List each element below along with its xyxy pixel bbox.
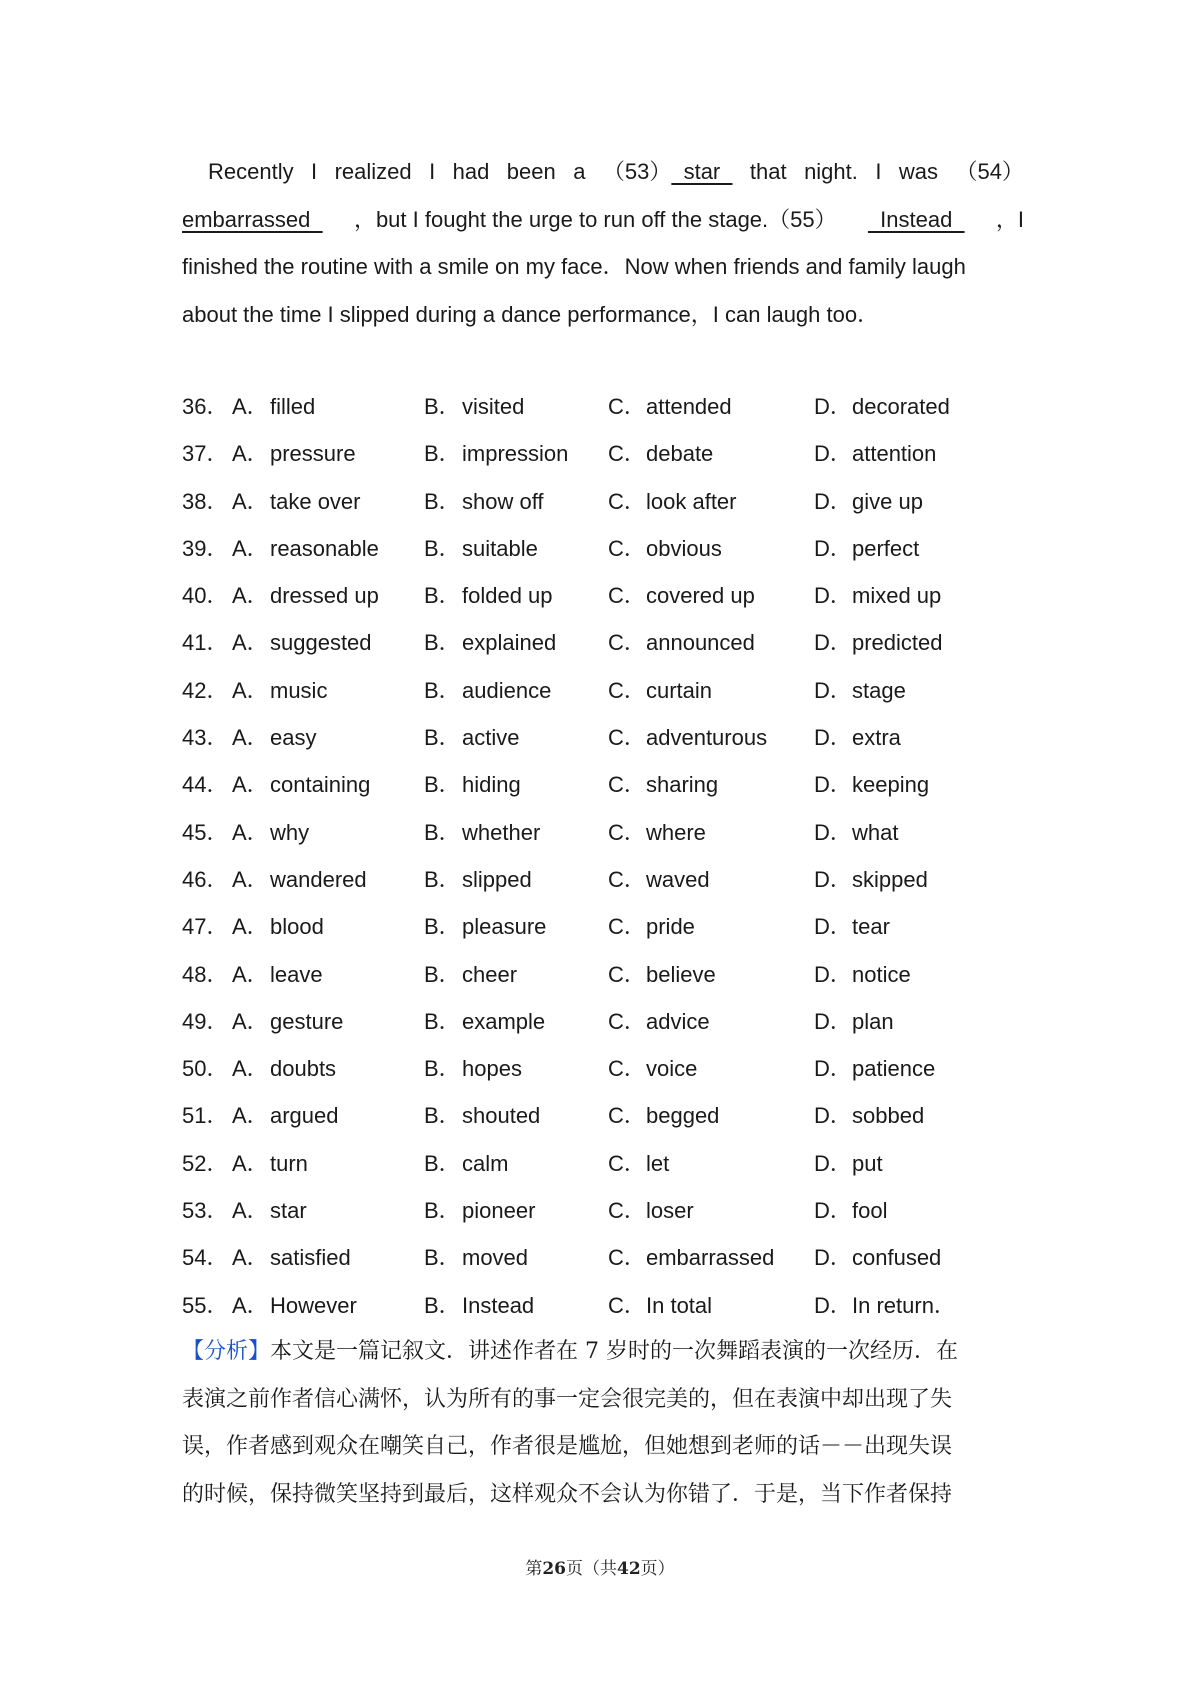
option-text: waved [646, 866, 710, 892]
passage-word: night. [804, 159, 858, 184]
total-page-count: 42 [617, 1559, 641, 1579]
option-text: wandered [270, 866, 367, 892]
option-letter: B． [424, 866, 461, 892]
option-letter: C． [608, 630, 646, 656]
option-letter: C． [608, 772, 646, 798]
option-text: voice [646, 1056, 698, 1082]
passage-word: a [573, 159, 586, 184]
option-letter: C． [608, 535, 646, 561]
passage-line-4 [182, 291, 1024, 339]
option-letter: B． [424, 725, 461, 751]
option-letter: D． [814, 488, 852, 514]
option-letter: C． [608, 866, 646, 892]
option-letter: D． [814, 1198, 852, 1224]
option-letter: D． [814, 961, 852, 987]
passage-word: I [311, 159, 318, 184]
option-text: believe [646, 961, 716, 987]
option-letter: D． [814, 535, 852, 561]
option-letter: C． [608, 677, 646, 703]
option-text: moved [462, 1245, 529, 1271]
option-text: obvious [646, 535, 722, 561]
option-letter: B． [424, 1103, 461, 1129]
option-text: dressed up [270, 583, 379, 609]
option-text: curtain [646, 677, 713, 703]
blank-number-54: （54） [955, 159, 1024, 184]
question-number: 47． [182, 914, 229, 940]
question-row [182, 809, 1042, 856]
option-text: pressure [270, 441, 356, 467]
question-number: 48． [182, 961, 229, 987]
option-text: adventurous [646, 725, 768, 751]
option-letter: D． [814, 677, 852, 703]
option-text: visited [462, 394, 525, 419]
passage-text: about the time I slipped during a dance performance，I can laugh too． [182, 301, 880, 327]
option-text: pride [646, 914, 695, 940]
question-row [182, 667, 1042, 714]
question-row [182, 951, 1042, 998]
option-text: let [646, 1150, 670, 1176]
question-number: 37． [182, 441, 229, 467]
question-row [182, 619, 1042, 666]
option-text: In total [646, 1292, 713, 1318]
analysis-line-4: 的时候，保持微笑坚持到最后，这样观众不会认为你错了．于是，当下作者保持 [182, 1481, 953, 1507]
option-text: stage [852, 677, 906, 703]
option-letter: C． [608, 1292, 646, 1318]
option-text: covered up [646, 583, 755, 609]
option-letter: A． [232, 1292, 269, 1318]
passage-paragraph [182, 148, 1024, 338]
option-letter: D． [814, 1103, 852, 1129]
option-letter: A． [232, 1103, 269, 1129]
option-letter: A． [232, 725, 269, 751]
option-letter: D． [814, 866, 852, 892]
option-letter: A． [232, 535, 269, 561]
option-text: loser [646, 1198, 694, 1224]
option-text: mixed up [852, 583, 942, 609]
option-text: audience [462, 677, 552, 703]
question-number: 43． [182, 725, 229, 751]
question-row [182, 714, 1042, 761]
option-text: active [462, 725, 520, 751]
option-text: reasonable [270, 535, 379, 561]
analysis-line-1: 【分析】本文是一篇记叙文．讲述作者在 7 岁时的一次舞蹈表演的一次经历．在 [182, 1339, 959, 1364]
question-number: 50． [182, 1056, 229, 1082]
analysis-line-3: 误，作者感到观众在嘲笑自己，作者很是尴尬，但她想到老师的话－－出现失误 [182, 1434, 953, 1459]
option-letter: A． [232, 677, 269, 703]
option-letter: B． [424, 630, 461, 656]
option-letter: D． [814, 1150, 852, 1176]
option-text: In return． [852, 1292, 956, 1318]
option-text: containing [270, 772, 371, 798]
option-text: show off [462, 488, 544, 514]
option-text: debate [646, 441, 714, 467]
option-text: folded up [462, 583, 553, 609]
option-text: perfect [852, 535, 920, 561]
question-row [182, 1234, 1042, 1281]
option-letter: A． [232, 914, 269, 940]
option-letter: D． [814, 1056, 852, 1082]
option-text: extra [852, 725, 901, 751]
question-row [182, 1140, 1042, 1187]
passage-text: finished the routine with a smile on my face．Now when friends and family laugh [182, 254, 966, 279]
option-text: fool [852, 1198, 888, 1224]
option-text: doubts [270, 1056, 337, 1082]
option-text: hiding [462, 772, 521, 798]
option-letter: B． [424, 961, 461, 987]
option-letter: D． [814, 1008, 852, 1034]
option-text: announced [646, 630, 755, 656]
option-letter: A． [232, 866, 269, 892]
blank-answer-55: Instead [867, 206, 965, 232]
option-letter: C． [608, 819, 646, 845]
question-row [182, 856, 1042, 903]
option-text: pioneer [462, 1198, 536, 1224]
question-number: 52． [182, 1150, 229, 1176]
option-letter: B． [424, 441, 461, 467]
option-letter: A． [232, 772, 269, 798]
passage-word: realized [334, 159, 412, 184]
passage-word: had [452, 159, 490, 184]
option-text: easy [270, 725, 317, 751]
question-number: 39． [182, 535, 229, 561]
option-letter: C． [608, 1245, 646, 1271]
option-text: keeping [852, 772, 930, 798]
option-text: star [270, 1198, 307, 1224]
option-letter: B． [424, 1245, 461, 1271]
option-letter: A． [232, 1245, 269, 1271]
option-text: begged [646, 1103, 720, 1129]
option-letter: D． [814, 630, 852, 656]
option-text: leave [270, 961, 323, 987]
option-letter: D． [814, 583, 852, 609]
option-letter: B． [424, 1056, 461, 1082]
question-number: 41． [182, 630, 229, 656]
passage-text: ，but I fought the urge to run off the stage.（55） [353, 206, 837, 232]
option-letter: A． [232, 630, 269, 656]
option-letter: A． [232, 1008, 269, 1034]
option-letter: D． [814, 772, 852, 798]
option-text: put [852, 1150, 883, 1176]
blank-answer-53: star [671, 159, 733, 184]
option-letter: A． [232, 1056, 269, 1082]
option-text: attention [852, 441, 937, 467]
option-letter: A． [232, 1198, 269, 1224]
option-letter: D． [814, 725, 852, 751]
option-text: give up [852, 488, 923, 514]
option-text: impression [462, 441, 569, 467]
option-text: calm [462, 1150, 509, 1176]
analysis-section [182, 1328, 1024, 1518]
option-letter: A． [232, 1150, 269, 1176]
passage-word: I [429, 159, 436, 184]
question-number: 38． [182, 488, 229, 514]
question-row [182, 525, 1042, 572]
option-letter: C． [608, 583, 646, 609]
option-text: advice [646, 1008, 710, 1034]
option-text: blood [270, 914, 324, 940]
option-text: satisfied [270, 1245, 351, 1271]
option-text: why [270, 819, 310, 845]
option-text: hopes [462, 1056, 522, 1082]
option-text: where [646, 819, 706, 845]
option-letter: C． [608, 1150, 646, 1176]
question-number: 44． [182, 772, 229, 798]
option-letter: B． [424, 488, 461, 514]
analysis-line-2: 表演之前作者信心满怀，认为所有的事一定会很完美的，但在表演中却出现了失 [182, 1386, 953, 1412]
passage-text: ，I [995, 206, 1024, 232]
option-letter: C． [608, 1103, 646, 1129]
option-letter: A． [232, 488, 269, 514]
option-text: skipped [852, 866, 928, 892]
passage-line-1 [182, 148, 1024, 196]
current-page-number: 26 [542, 1559, 566, 1579]
option-letter: B． [424, 914, 461, 940]
question-number: 54． [182, 1245, 229, 1271]
option-letter: B． [424, 535, 461, 561]
option-letter: D． [814, 394, 852, 419]
question-number: 45． [182, 819, 229, 845]
option-letter: A． [232, 583, 269, 609]
option-letter: C． [608, 961, 646, 987]
option-text: whether [462, 819, 541, 845]
option-letter: B． [424, 772, 461, 798]
option-text: take over [270, 488, 361, 514]
option-text: embarrassed [646, 1245, 775, 1271]
question-row [182, 1187, 1042, 1234]
blank-answer-54: embarrassed [182, 206, 323, 232]
option-letter: C． [608, 1008, 646, 1034]
question-row [182, 903, 1042, 950]
option-text: However [270, 1292, 357, 1318]
option-letter: B． [424, 1008, 461, 1034]
question-row [182, 761, 1042, 808]
option-letter: B． [424, 1292, 461, 1318]
option-letter: B． [424, 677, 461, 703]
page-footer: 第26页（共42页） [525, 1559, 675, 1579]
question-row [182, 1045, 1042, 1092]
passage-line-3 [182, 243, 1024, 291]
question-number: 42． [182, 677, 229, 703]
option-text: confused [852, 1245, 942, 1271]
question-number: 53． [182, 1198, 229, 1224]
question-row [182, 478, 1042, 525]
question-row [182, 430, 1042, 477]
option-text: decorated [852, 394, 950, 419]
option-text: pleasure [462, 914, 547, 940]
option-letter: A． [232, 961, 269, 987]
passage-word: Recently [208, 159, 294, 184]
option-letter: A． [232, 441, 269, 467]
option-text: argued [270, 1103, 339, 1129]
option-letter: B． [424, 1150, 461, 1176]
question-number: 51． [182, 1103, 229, 1129]
question-number: 46． [182, 866, 229, 892]
option-text: tear [852, 914, 890, 940]
option-text: music [270, 677, 328, 703]
question-number: 55． [182, 1292, 229, 1318]
passage-word: that [749, 159, 787, 184]
question-number: 36． [182, 394, 229, 419]
options-list [182, 383, 1042, 1329]
question-row [182, 1282, 1042, 1329]
option-letter: A． [232, 394, 269, 419]
option-letter: C． [608, 725, 646, 751]
blank-number-53: （53） [602, 159, 672, 184]
option-text: slipped [462, 866, 532, 892]
option-text: suggested [270, 630, 372, 656]
option-letter: C． [608, 488, 646, 514]
option-text: what [852, 819, 899, 845]
option-text: filled [270, 394, 316, 419]
option-text: plan [852, 1008, 894, 1034]
option-text: cheer [462, 961, 518, 987]
option-letter: B． [424, 819, 461, 845]
option-letter: C． [608, 1056, 646, 1082]
option-letter: B． [424, 583, 461, 609]
passage-word: I [875, 159, 882, 184]
option-text: example [462, 1008, 546, 1034]
option-text: attended [646, 394, 732, 419]
question-row [182, 998, 1042, 1045]
passage-word: was [898, 159, 939, 184]
option-letter: D． [814, 1245, 852, 1271]
option-letter: D． [814, 441, 852, 467]
analysis-tag: 【分析】 [182, 1339, 271, 1364]
option-letter: D． [814, 914, 852, 940]
passage-line-2 [182, 196, 1024, 244]
option-letter: C． [608, 914, 646, 940]
option-letter: C． [608, 394, 646, 419]
option-text: notice [852, 961, 911, 987]
option-letter: A． [232, 819, 269, 845]
option-text: suitable [462, 535, 538, 561]
option-letter: C． [608, 1198, 646, 1224]
question-row [182, 383, 1042, 430]
option-text: sharing [646, 772, 719, 798]
question-row [182, 572, 1042, 619]
option-letter: C． [608, 441, 646, 467]
question-number: 49． [182, 1008, 229, 1034]
question-number: 40． [182, 583, 229, 609]
option-text: Instead [462, 1292, 535, 1318]
question-row [182, 1092, 1042, 1139]
option-text: gesture [270, 1008, 344, 1034]
option-letter: B． [424, 394, 461, 419]
option-text: shouted [462, 1103, 541, 1129]
option-text: sobbed [852, 1103, 925, 1129]
option-letter: D． [814, 819, 852, 845]
option-letter: B． [424, 1198, 461, 1224]
passage-word: been [506, 159, 556, 184]
option-text: look after [646, 488, 737, 514]
option-text: turn [270, 1150, 308, 1176]
option-text: explained [462, 630, 557, 656]
option-text: predicted [852, 630, 943, 656]
option-letter: D． [814, 1292, 852, 1318]
option-text: patience [852, 1056, 936, 1082]
